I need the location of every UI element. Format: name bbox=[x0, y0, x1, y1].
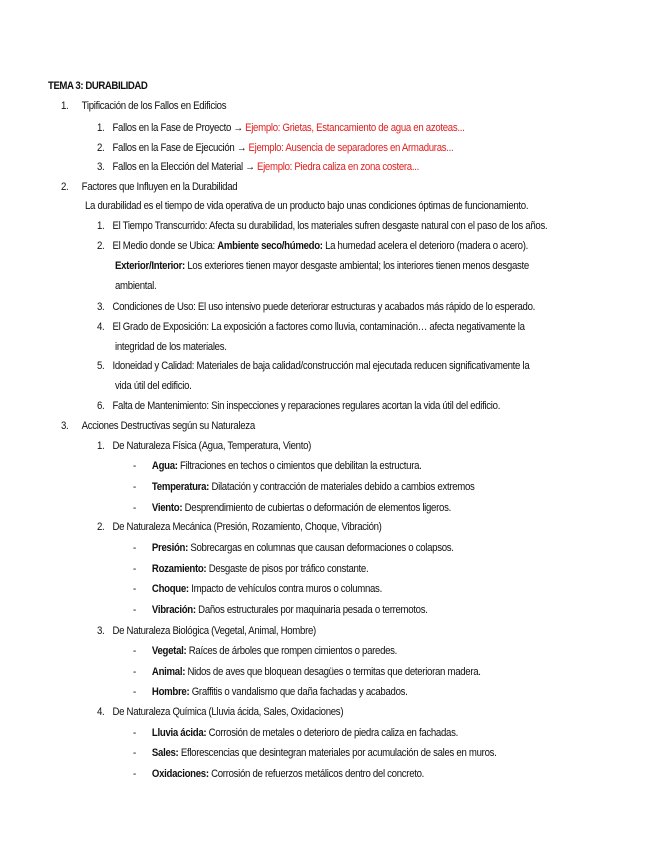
bullet-dash: - bbox=[133, 768, 136, 780]
list-item: - Choque: Impacto de vehículos contra muros o columnas. bbox=[133, 583, 382, 595]
factor-item-3: 3. Condiciones de Uso: El uso intensivo puede deteriorar estructuras y acabados más rápido de lo esperado. bbox=[97, 301, 536, 313]
action-group-3-heading: 3. De Naturaleza Biológica (Vegetal, Animal, Hombre) bbox=[97, 625, 316, 637]
fail-item-2: 2. Fallos en la Fase de Ejecución → Ejemplo: Ausencia de separadores en Armaduras... bbox=[97, 142, 454, 154]
fail-item-3: 3. Fallos en la Elección del Material → Ejemplo: Piedra caliza en zona costera... bbox=[97, 161, 419, 173]
bullet-dash: - bbox=[133, 502, 136, 514]
bullet-dash: - bbox=[133, 747, 136, 759]
action-group-4-heading: 4. De Naturaleza Química (Lluvia ácida, Sales, Oxidaciones) bbox=[97, 706, 344, 718]
action-group-1-heading: 1. De Naturaleza Física (Agua, Temperatura, Viento) bbox=[97, 440, 312, 452]
factor-item-4-cont: integridad de los materiales. bbox=[115, 341, 227, 353]
bullet-dash: - bbox=[133, 686, 136, 698]
section-2-heading: 2. Factores que Influyen en la Durabilidad bbox=[61, 181, 238, 193]
list-item: - Lluvia ácida: Corrosión de metales o deterioro de piedra caliza en fachadas. bbox=[133, 727, 458, 739]
bullet-dash: - bbox=[133, 563, 136, 575]
list-item: - Animal: Nidos de aves que bloquean desagües o termitas que deterioran madera. bbox=[133, 666, 481, 678]
factor-item-2: 2. El Medio donde se Ubica: Ambiente seco/húmedo: La humedad acelera el deterioro (madera o acero). bbox=[97, 240, 528, 252]
section-1-heading: 1. Tipificación de los Fallos en Edificios bbox=[61, 100, 227, 112]
bullet-dash: - bbox=[133, 645, 136, 657]
bullet-dash: - bbox=[133, 583, 136, 595]
list-item: - Vegetal: Raíces de árboles que rompen cimientos o paredes. bbox=[133, 645, 398, 657]
list-item: - Agua: Filtraciones en techos o cimientos que debilitan la estructura. bbox=[133, 460, 422, 472]
fail-item-1: 1. Fallos en la Fase de Proyecto → Ejemplo: Grietas, Estancamiento de agua en azoteas... bbox=[97, 122, 465, 134]
list-item: - Temperatura: Dilatación y contracción de materiales debido a cambios extremos bbox=[133, 481, 475, 493]
list-item: - Viento: Desprendimiento de cubiertas o deformación de elementos ligeros. bbox=[133, 502, 451, 514]
bullet-dash: - bbox=[133, 542, 136, 554]
example-text: Ejemplo: Piedra caliza en zona costera... bbox=[256, 161, 419, 173]
factor-item-4: 4. El Grado de Exposición: La exposición a factores como lluvia, contaminación… afecta negativamente la bbox=[97, 321, 525, 333]
bullet-dash: - bbox=[133, 666, 136, 678]
factor-item-6: 6. Falta de Mantenimiento: Sin inspecciones y reparaciones regulares acortan la vida útil del edificio. bbox=[97, 400, 501, 412]
factor-item-1: 1. El Tiempo Transcurrido: Afecta su durabilidad, los materiales sufren desgaste natural con el paso de los años. bbox=[97, 220, 548, 232]
factor-item-5: 5. Idoneidad y Calidad: Materiales de baja calidad/construcción mal ejecutada reducen significativamente la bbox=[97, 360, 530, 372]
list-item: - Oxidaciones: Corrosión de refuerzos metálicos dentro del concreto. bbox=[133, 768, 425, 780]
factor-item-5-cont: vida útil del edificio. bbox=[115, 380, 192, 392]
list-item: - Hombre: Graffitis o vandalismo que daña fachadas y acabados. bbox=[133, 686, 408, 698]
bullet-dash: - bbox=[133, 604, 136, 616]
section-2-intro: La durabilidad es el tiempo de vida operativa de un producto bajo unas condiciones óptimas de funcionamiento. bbox=[85, 200, 529, 212]
bullet-dash: - bbox=[133, 460, 136, 472]
page-title: TEMA 3: DURABILIDAD bbox=[48, 80, 148, 92]
bullet-dash: - bbox=[133, 727, 136, 739]
factor-item-2-cont: Exterior/Interior: Los exteriores tienen mayor desgaste ambiental; los interiores tienen menos desgaste bbox=[115, 260, 529, 272]
action-group-2-heading: 2. De Naturaleza Mecánica (Presión, Rozamiento, Choque, Vibración) bbox=[97, 521, 382, 533]
example-text: Ejemplo: Ausencia de separadores en Armaduras... bbox=[248, 142, 454, 154]
bullet-dash: - bbox=[133, 481, 136, 493]
factor-item-2-cont2: ambiental. bbox=[115, 280, 157, 292]
example-text: Ejemplo: Grietas, Estancamiento de agua en azoteas... bbox=[245, 122, 465, 134]
list-item: - Sales: Eflorescencias que desintegran materiales por acumulación de sales en muros. bbox=[133, 747, 497, 759]
section-3-heading: 3. Acciones Destructivas según su Naturaleza bbox=[61, 420, 255, 432]
list-item: - Rozamiento: Desgaste de pisos por tráfico constante. bbox=[133, 563, 369, 575]
list-item: - Presión: Sobrecargas en columnas que causan deformaciones o colapsos. bbox=[133, 542, 454, 554]
list-item: - Vibración: Daños estructurales por maquinaria pesada o terremotos. bbox=[133, 604, 428, 616]
